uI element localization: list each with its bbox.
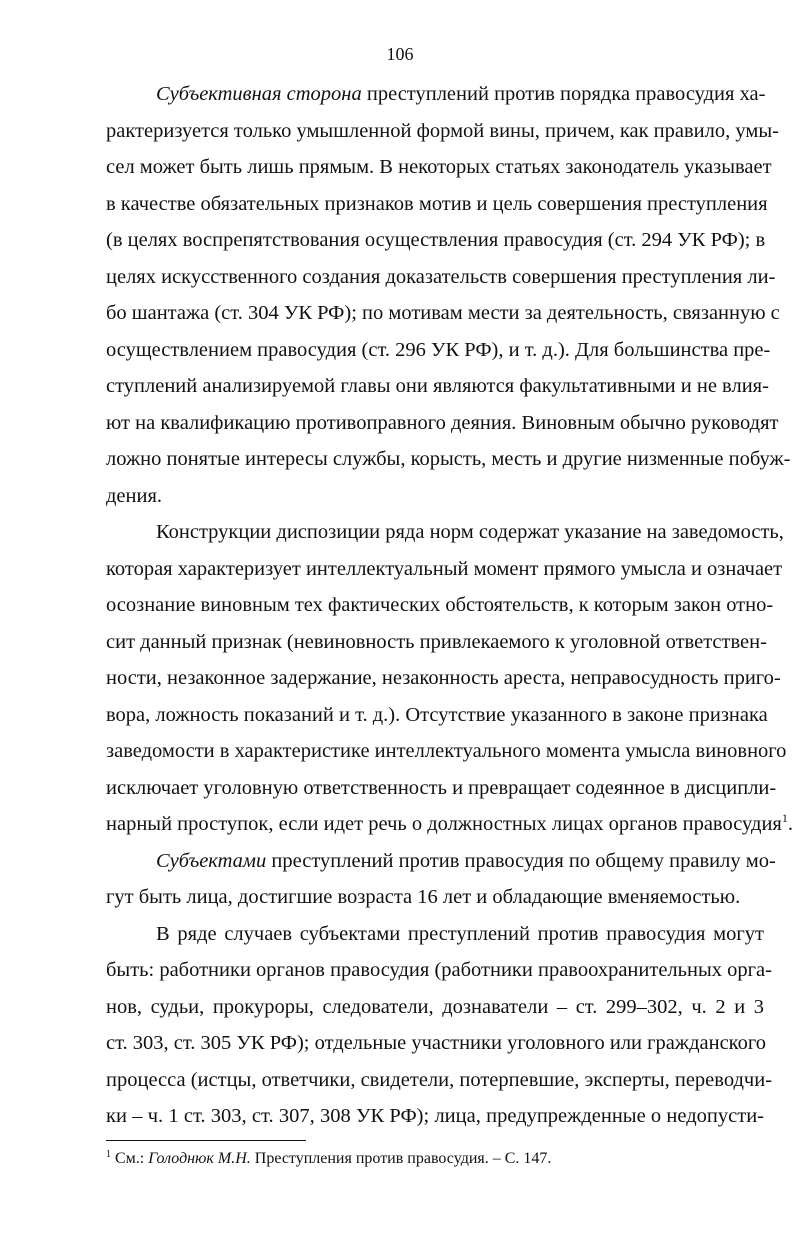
text-line: сит данный признак (невиновность привлекаемого к уголовной ответствен-: [106, 630, 767, 653]
footnote-author: Голоднюк М.Н.: [148, 1150, 251, 1167]
text-line: Конструкции диспозиции ряда норм содержат указание на заведомость,: [156, 521, 784, 543]
page-number: 106: [386, 44, 414, 64]
text-line: бо шантажа (ст. 304 УК РФ); по мотивам мести за деятельность, связанную с: [106, 302, 780, 324]
paragraph-special-subjects: [106, 916, 773, 1135]
text-line: ложно понятые интересы службы, корысть, месть и другие низменные побуж-: [106, 448, 791, 470]
text-line: рактеризуется только умышленной формой вины, причем, как правило, умы-: [106, 119, 779, 142]
text-line: сел может быть лишь прямым. В некоторых статьях законодатель указывает: [106, 156, 772, 178]
term-subjective-side: Субъективная сторона: [156, 83, 362, 105]
text-line: нарный проступок, если идет речь о должностных лицах органов правосудия$^1$.: [106, 811, 793, 835]
text-line: дения.: [106, 484, 163, 507]
text-line: Субъективная сторона преступлений против порядка правосудия ха-: [156, 83, 766, 105]
text-line: ст. 303, ст. 305 УК РФ); отдельные участники уголовного или гражданского: [106, 1032, 766, 1054]
text-line: процесса (истцы, ответчики, свидетели, потерпевшие, эксперты, переводчи-: [106, 1068, 773, 1091]
text-line: В ряде случаев субъектами преступлений против правосудия могут: [156, 922, 764, 945]
text-line: (в целях воспрепятствования осуществления правосудия (ст. 294 УК РФ); в: [106, 229, 766, 251]
text-line: которая характеризует интеллектуальный момент прямого умысла и означает: [106, 557, 783, 580]
paragraph-subjects: [106, 843, 776, 916]
text-line: ности, незаконное задержание, незаконность ареста, неправосудность приго-: [106, 667, 781, 689]
text-line: целях искусственного создания доказательств совершения преступления ли-: [106, 265, 776, 288]
term-subjects: Субъектами: [156, 849, 267, 872]
text-line: исключает уголовную ответственность и превращает содеянное в дисципли-: [106, 776, 777, 799]
text-line: гут быть лица, достигшие возраста 16 лет и обладающие вменяемостью.: [106, 886, 741, 908]
footnote-mark: 1: [106, 1149, 111, 1160]
text-line: ки – ч. 1 ст. 303, ст. 307, 308 УК РФ); лица, предупрежденные о недопусти-: [106, 1105, 764, 1127]
paragraph-subjective-side: [106, 76, 791, 514]
footnote: $^1$ См.: Голоднюк М.Н. Преступления против правосудия. – С. 147.: [106, 1149, 552, 1167]
text-line: быть: работники органов правосудия (работники правоохранительных орга-: [106, 959, 772, 981]
text-line: заведомости в характеристике интеллектуального момента умысла виновного: [106, 740, 787, 762]
footnote-reference[interactable]: 1: [781, 811, 788, 825]
footnote-separator: [106, 1140, 306, 1141]
body-text: [106, 76, 793, 1135]
text-line: осознание виновным тех фактических обстоятельств, к которым закон отно-: [106, 594, 774, 616]
text-line: ступлений анализируемой главы они являются факультативными и не влия-: [106, 375, 769, 397]
text-line: ют на квалификацию противоправного деяния. Виновным обычно руководят: [106, 411, 779, 434]
text-line: Субъектами преступлений против правосудия по общему правилу мо-: [156, 849, 776, 872]
text-line: нов, судьи, прокуроры, следователи, дознаватели – ст. 299–302, ч. 2 и 3: [106, 995, 764, 1018]
paragraph-knowledge: [106, 514, 793, 843]
text-line: вора, ложность показаний и т. д.). Отсутствие указанного в законе признака: [106, 703, 768, 726]
text-line: осуществлением правосудия (ст. 296 УК РФ), и т. д.). Для большинства пре-: [106, 338, 771, 361]
text-line: в качестве обязательных признаков мотив и цель совершения преступления: [106, 192, 768, 215]
